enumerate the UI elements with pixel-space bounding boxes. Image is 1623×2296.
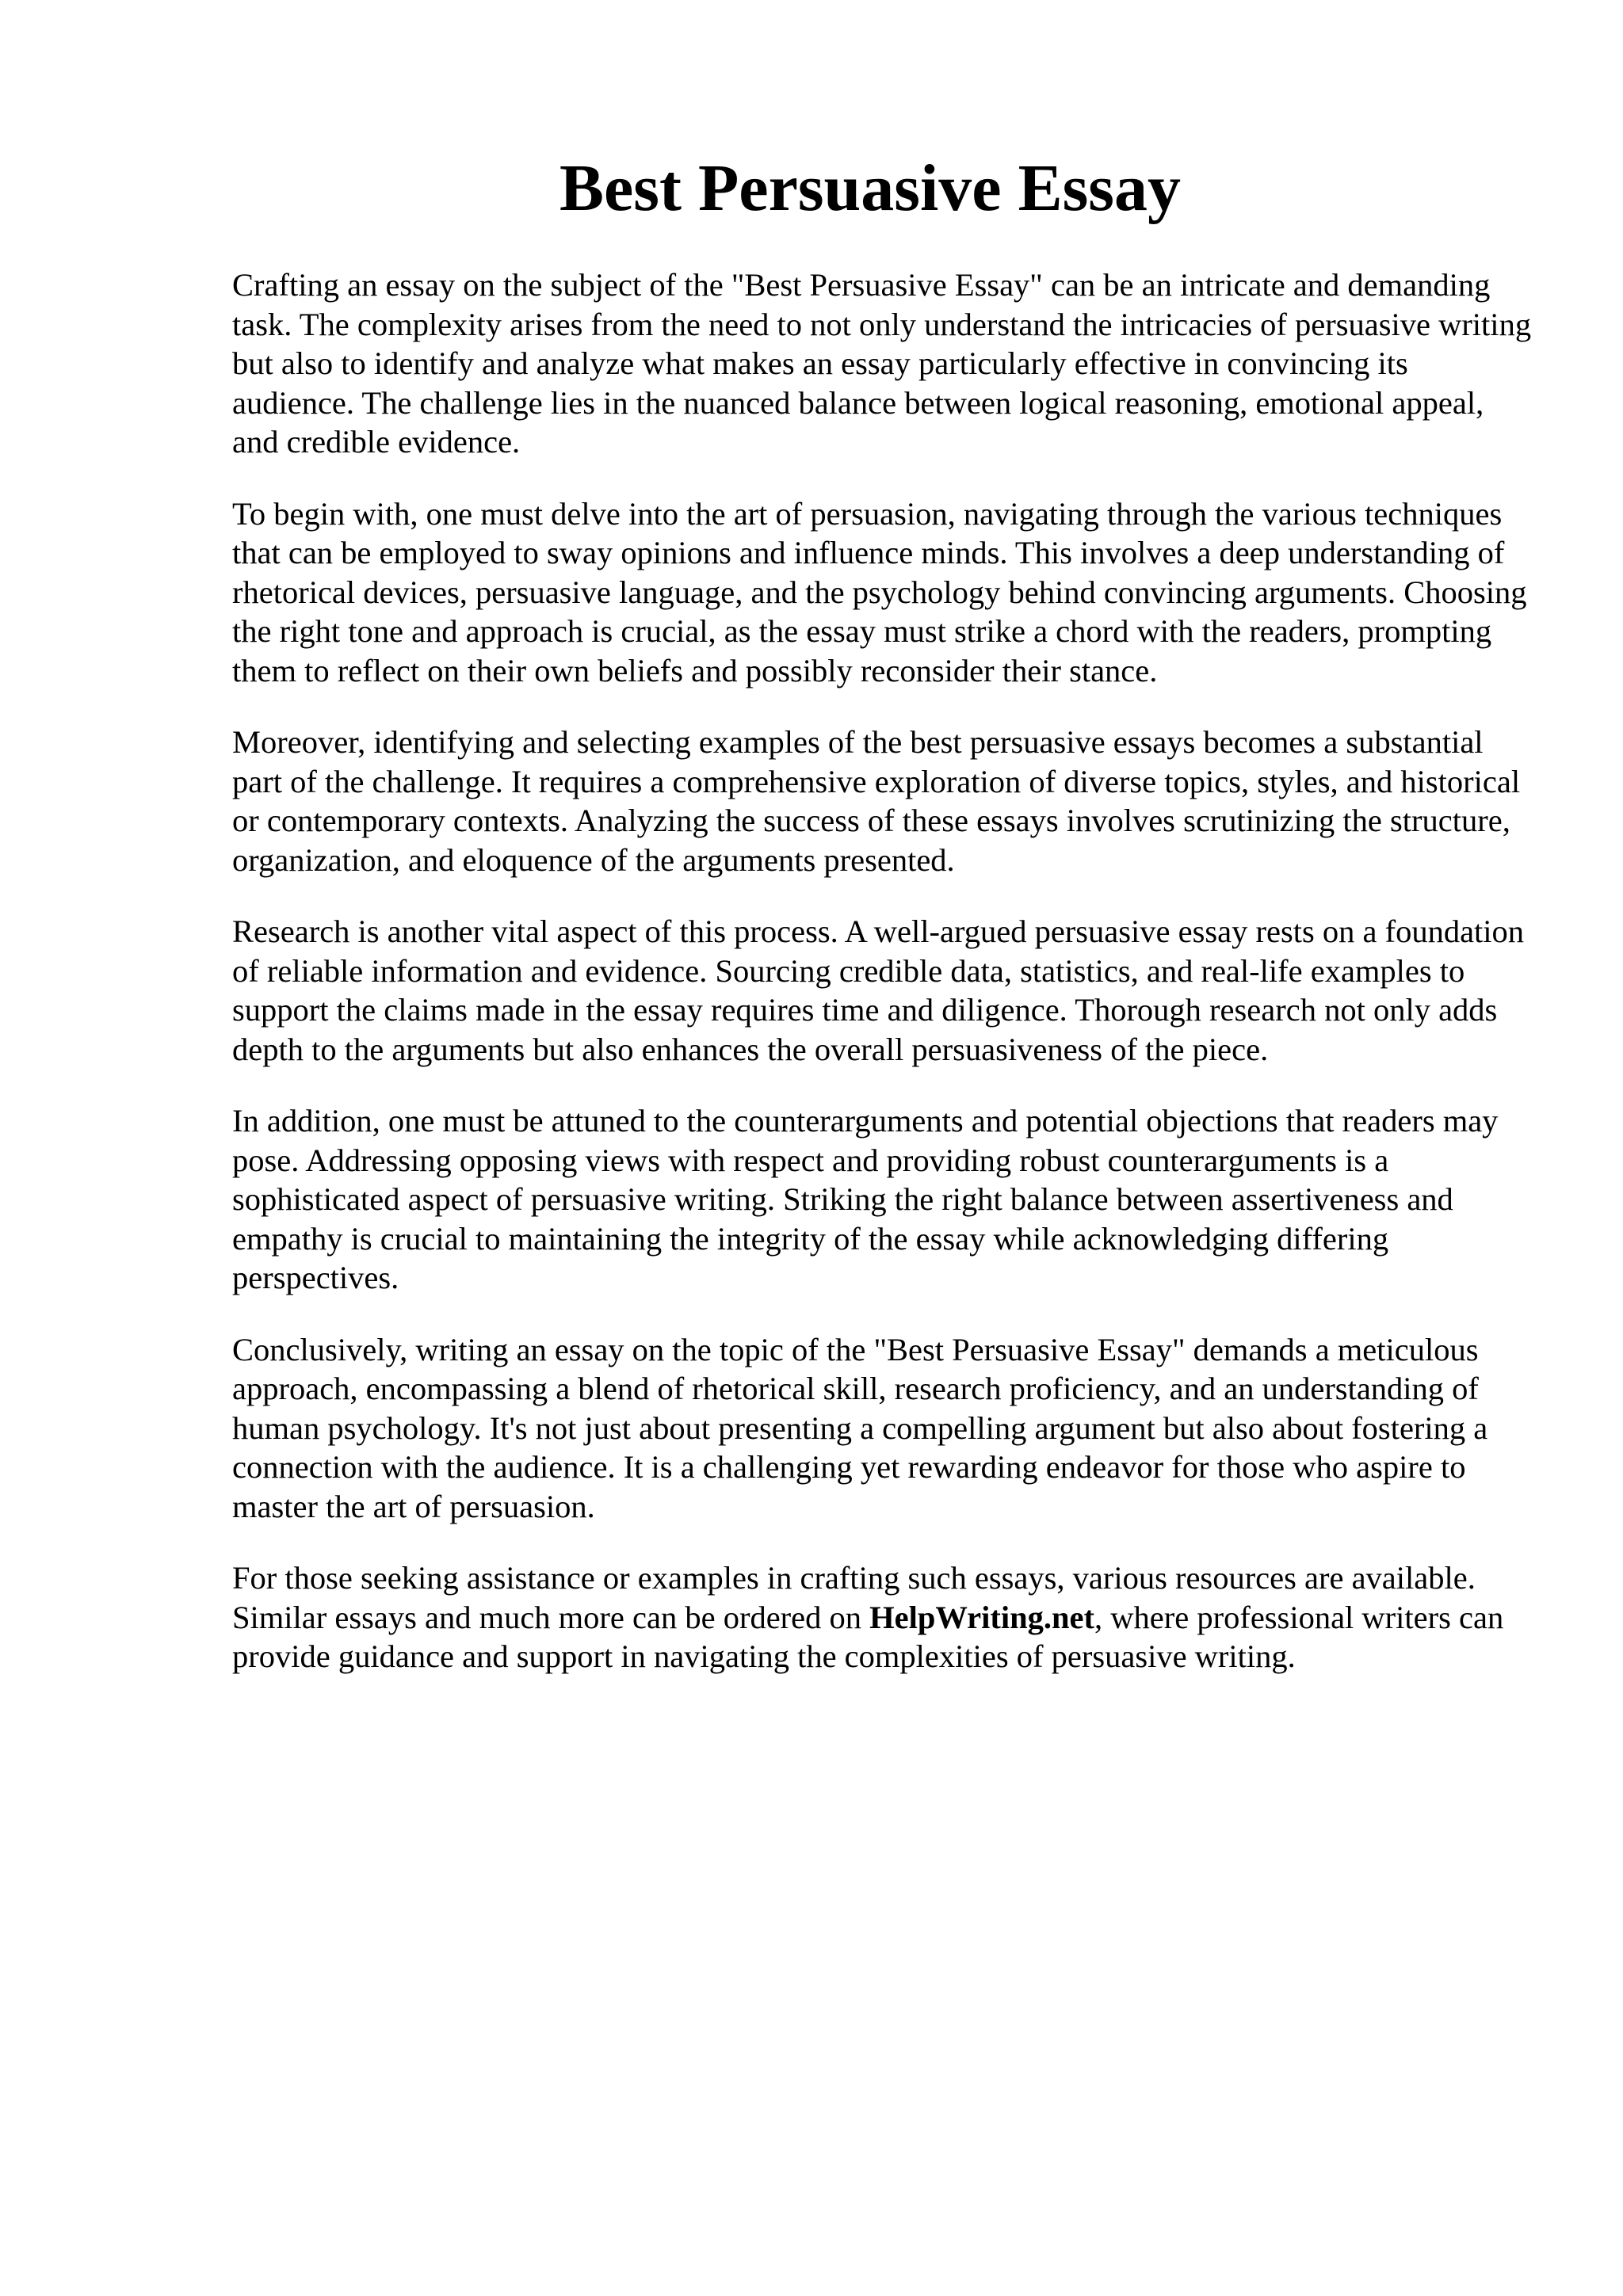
paragraph-5: In addition, one must be attuned to the counterarguments and potential objections that readers may pose. Addressing opposing views with respect and providing robust counterarguments is a sophisticated aspect of persuasive writing. Striking the right balance between assertiveness and empathy is crucial to maintaining the integrity of the essay while acknowledging differing perspectives. <box>232 1103 1499 1295</box>
closing-paragraph <box>232 1558 1532 1676</box>
document-body <box>232 265 1532 1709</box>
paragraph-4: Research is another vital aspect of this process. A well-argued persuasive essay rests on a foundation of reliable information and evidence. Sourcing credible data, statistics, and real-life examples to support the claims made in the essay requires time and diligence. Thorough research not only adds depth to the arguments but also enhances the overall persuasiveness of the piece. <box>232 913 1525 1067</box>
closing-text-before: For those seeking assistance or examples in crafting such essays, various resources are available. Similar essays and much more can be ordered on <box>232 1560 1476 1635</box>
paragraph-3: Moreover, identifying and selecting examples of the best persuasive essays becomes a substantial part of the challenge. It requires a comprehensive exploration of diverse topics, styles, and historical or contemporary contexts. Analyzing the success of these essays involves scrutinizing the structure, organization, and eloquence of the arguments presented. <box>232 724 1521 878</box>
brand-name: HelpWriting.net <box>869 1599 1095 1635</box>
paragraph-2: To begin with, one must delve into the art of persuasion, navigating through the various techniques that can be employed to sway opinions and influence minds. This involves a deep understanding of rhetorical devices, persuasive language, and the psychology behind convincing arguments. Choosing the right tone and approach is crucial, as the essay must strike a chord with the readers, prompting them to reflect on their own beliefs and possibly reconsider their stance. <box>232 495 1527 688</box>
paragraph-6: Conclusively, writing an essay on the topic of the "Best Persuasive Essay" demands a meticulous approach, encompassing a blend of rhetorical skill, research proficiency, and an understanding of human psychology. It's not just about presenting a compelling argument but also about fostering a connection with the audience. It is a challenging yet rewarding endeavor for those who aspire to master the art of persuasion. <box>232 1331 1488 1524</box>
closing-text-after: , where professional writers can provide guidance and support in navigating the complexities of persuasive writing. <box>232 1599 1504 1674</box>
document-title: Best Persuasive Essay <box>559 151 1181 225</box>
paragraph-1: Crafting an essay on the subject of the "Best Persuasive Essay" can be an intricate and demanding task. The complexity arises from the need to not only understand the intricacies of persuasive writing but also to identify and analyze what makes an essay particularly effective in convincing its audience. The challenge lies in the nuanced balance between logical reasoning, emotional appeal, and credible evidence. <box>232 267 1532 460</box>
